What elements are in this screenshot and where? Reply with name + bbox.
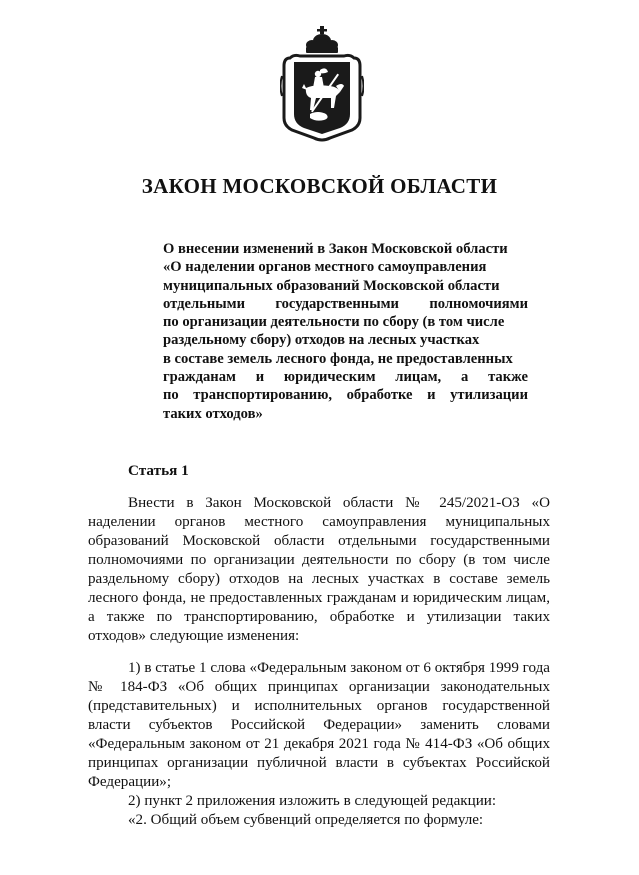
coat-of-arms-icon bbox=[280, 26, 364, 144]
article-heading: Статья 1 bbox=[128, 462, 189, 479]
subject-line: «О наделении органов местного самоуправления bbox=[163, 259, 487, 276]
article-item-3: «2. Общий объем субвенций определяется по формуле: bbox=[128, 812, 484, 828]
article-intro-paragraph: Внести в Закон Московской области № 245/2021-ОЗ «О наделении органов местного самоуправления муниципальных образований Московской области отдельными государственными полномочиями по организации деятельности по сбору (в том числе раздельному сбору) отходов на лесных участках в составе земель лесного фонда, не предоставленных гражданам и юридическим лицам, а также по транспортированию, обработке и утилизации таких отходов» следующие изменения: bbox=[88, 495, 550, 644]
subject-line: по транспортированию, обработке и утилизации bbox=[163, 387, 528, 404]
subject-line: в составе земель лесного фонда, не предоставленных bbox=[163, 350, 513, 367]
subject-line: О внесении изменений в Закон Московской области bbox=[163, 241, 508, 257]
subject-line: муниципальных образований Московской области bbox=[163, 277, 500, 294]
subject-line: отдельными государственными полномочиями bbox=[163, 295, 528, 312]
subject-line: таких отходов» bbox=[163, 405, 263, 422]
law-subject-heading bbox=[163, 240, 528, 423]
document-title: ЗАКОН МОСКОВСКОЙ ОБЛАСТИ bbox=[141, 174, 498, 198]
subject-line: раздельному сбору) отходов на лесных участках bbox=[163, 332, 480, 349]
subject-line: гражданам и юридическим лицам, а также bbox=[163, 369, 528, 386]
article-body bbox=[88, 494, 550, 830]
subject-line: по организации деятельности по сбору (в том числе bbox=[163, 314, 505, 331]
article-item-1: 1) в статье 1 слова «Федеральным законом от 6 октября 1999 года № 184-ФЗ «Об общих принципах организации законодательных (представительных) и исполнительных органов государственной власти субъектов Российской Федерации» заменить словами «Федеральным законом от 21 декабря 2021 года № 414-ФЗ «Об общих принципах организации публичной власти в субъектах Российской Федерации»; bbox=[88, 660, 550, 790]
article-item-2: 2) пункт 2 приложения изложить в следующей редакции: bbox=[128, 793, 497, 809]
